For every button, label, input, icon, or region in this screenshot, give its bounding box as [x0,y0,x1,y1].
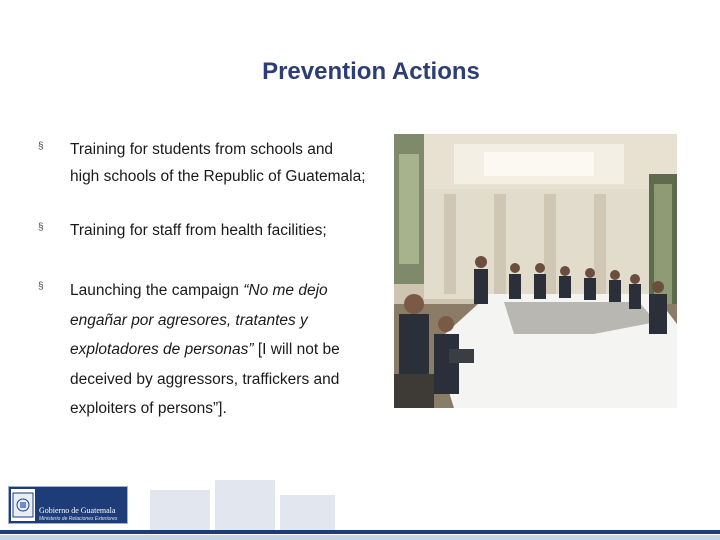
logo-ministry-text: Ministerio de Relaciones Exteriores [39,516,118,522]
slide-title: Prevention Actions [262,58,480,85]
campaign-name-text: “No me dejo [243,282,328,299]
bullet-marker: § [38,222,44,233]
bullet-line: exploiters of persons”]. [70,400,227,417]
campaign-name-text: explotadores de personas” [70,341,254,358]
bullet-line [70,276,390,306]
bullet-line: high schools of the Republic of Guatemala; [70,168,366,185]
footer-bar [0,530,720,534]
footer-bar-light [0,535,720,540]
bullet-line: Training for students from schools and [70,141,334,158]
logo-government-text: Gobierno de Guatemala [39,506,116,515]
bullet-line: Training for staff from health facilities; [70,222,327,239]
bullet-item-health-staff-training [70,217,390,244]
bullet-text: [I will not be [253,341,340,358]
bullet-text: Launching the campaign [70,282,244,299]
meeting-photo [394,134,677,408]
bullet-line: deceived by aggressors, traffickers and [70,370,340,388]
bullet-line [70,335,390,365]
campaign-name-text: engañar por agresores, tratantes y [70,311,308,329]
guatemala-seal-icon [11,489,35,521]
building-watermark-icon [140,470,340,530]
bullet-item-student-training [70,136,390,190]
government-logo [8,486,128,524]
bullet-item-campaign [70,276,390,424]
bullet-marker: § [38,141,44,152]
meeting-room-illustration [394,134,677,408]
bullet-marker: § [38,281,44,292]
